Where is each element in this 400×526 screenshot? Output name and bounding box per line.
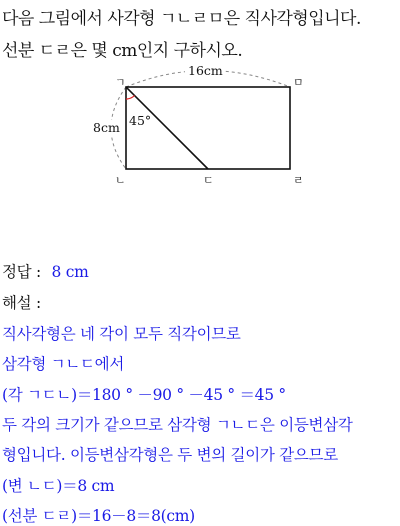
angle-arc xyxy=(126,96,135,100)
left-length-label: 8cm xyxy=(93,120,120,135)
explanation-line: (각 ㄱㄷㄴ)＝180 ° －90 ° －45 ° ＝45 ° xyxy=(2,386,286,404)
explanation-line: 두 각의 크기가 같으므로 삼각형 ㄱㄴㄷ은 이등변삼각 xyxy=(2,416,353,434)
question-line-2: 선분 ㄷㄹ은 몇 cm인지 구하시오. xyxy=(2,41,243,61)
angle-label: 45° xyxy=(129,113,152,128)
explanation-label: 해설 : xyxy=(2,294,41,312)
explanation-line: (선분 ㄷㄹ)＝16－8＝8(cm) xyxy=(2,507,195,525)
vertex-top-left: ㄱ xyxy=(115,76,126,89)
explanation-line: (변 ㄴㄷ)＝8 cm xyxy=(2,477,115,495)
vertex-bottom-right: ㄹ xyxy=(293,174,304,187)
rectangle xyxy=(126,87,290,169)
vertex-mid-bottom: ㄷ xyxy=(203,174,214,187)
vertex-top-right: ㅁ xyxy=(293,76,304,89)
question-line-1: 다음 그림에서 사각형 ㄱㄴㄹㅁ은 직사각형입니다. xyxy=(2,9,361,29)
rectangle-figure xyxy=(88,60,318,190)
answer-value: 8 cm xyxy=(51,263,89,281)
answer-row xyxy=(2,260,89,282)
segment-giyeok-digeut xyxy=(126,87,208,169)
answer-label: 정답 : xyxy=(2,263,41,281)
top-length-label: 16cm xyxy=(188,63,223,78)
vertex-bottom-left: ㄴ xyxy=(115,174,126,187)
explanation-line: 형입니다. 이등변삼각형은 두 변의 길이가 같으므로 xyxy=(2,446,338,464)
explanation-line: 삼각형 ㄱㄴㄷ에서 xyxy=(2,355,125,373)
explanation-line: 직사각형은 네 각이 모두 직각이므로 xyxy=(2,325,241,343)
